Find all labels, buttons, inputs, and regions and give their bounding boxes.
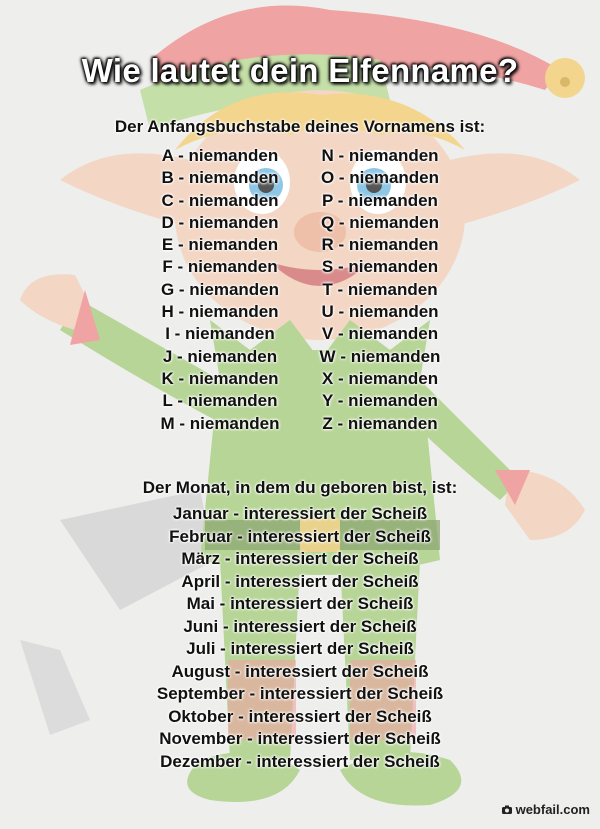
- list-item: Z - niemanden: [322, 413, 438, 433]
- list-item: D - niemanden: [161, 212, 279, 232]
- list-item: Juni - interessiert der Scheiß: [183, 616, 417, 636]
- letters-column-right: [300, 145, 460, 435]
- list-item: X - niemanden: [321, 368, 439, 388]
- list-item: J - niemanden: [162, 346, 278, 366]
- list-item: Q - niemanden: [320, 212, 440, 232]
- letters-heading: Der Anfangsbuchstabe deines Vornamens ist:: [114, 117, 486, 136]
- list-item: Februar - interessiert der Scheiß: [169, 526, 431, 546]
- camera-icon: [500, 803, 514, 817]
- list-item: März - interessiert der Scheiß: [181, 549, 419, 568]
- months-heading: Der Monat, in dem du geboren bist, ist:: [142, 478, 458, 497]
- list-item: R - niemanden: [321, 235, 439, 255]
- letters-column-left: [140, 145, 300, 435]
- list-item: Oktober - interessiert der Scheiß: [168, 706, 432, 726]
- list-item: Mai - interessiert der Scheiß: [186, 594, 414, 613]
- months-list: [0, 503, 600, 773]
- list-item: V - niemanden: [321, 324, 439, 344]
- list-item: Y - niemanden: [322, 391, 438, 411]
- list-item: Januar - interessiert der Scheiß: [172, 504, 428, 523]
- list-item: M - niemanden: [160, 413, 280, 433]
- list-item: C - niemanden: [161, 190, 279, 210]
- list-item: I - niemanden: [165, 324, 275, 344]
- watermark: [500, 802, 590, 817]
- list-item: P - niemanden: [322, 190, 438, 210]
- watermark-text: webfail.com: [515, 802, 590, 817]
- list-item: G - niemanden: [160, 279, 280, 299]
- list-item: Dezember - interessiert der Scheiß: [160, 751, 440, 771]
- list-item: November - interessiert der Scheiß: [159, 729, 441, 748]
- poster-title: Wie lautet dein Elfenname?: [81, 52, 519, 89]
- list-item: W - niemanden: [319, 346, 441, 366]
- list-item: H - niemanden: [161, 302, 279, 322]
- list-item: September - interessiert der Scheiß: [156, 684, 444, 703]
- list-item: Juli - interessiert der Scheiß: [186, 639, 414, 658]
- list-item: T - niemanden: [322, 279, 438, 299]
- list-item: L - niemanden: [162, 391, 278, 411]
- list-item: K - niemanden: [161, 368, 279, 388]
- list-item: B - niemanden: [161, 168, 279, 188]
- list-item: S - niemanden: [321, 257, 439, 277]
- list-item: E - niemanden: [161, 235, 279, 255]
- list-item: O - niemanden: [320, 168, 440, 188]
- list-item: A - niemanden: [161, 146, 279, 165]
- list-item: N - niemanden: [321, 146, 439, 165]
- list-item: U - niemanden: [321, 302, 439, 322]
- list-item: F - niemanden: [162, 257, 278, 277]
- list-item: April - interessiert der Scheiß: [181, 571, 419, 591]
- list-item: August - interessiert der Scheiß: [171, 661, 429, 681]
